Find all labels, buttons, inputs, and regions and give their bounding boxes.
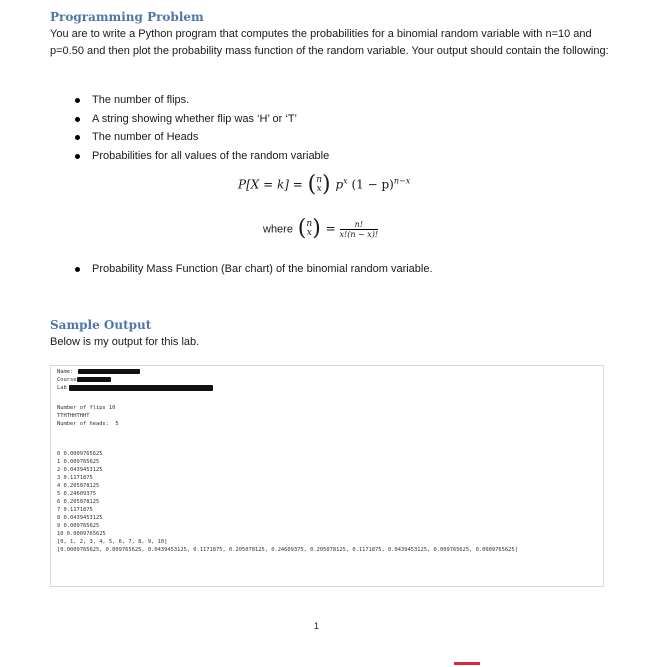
list-item-text: Probability Mass Function (Bar chart) of the binomial random variable. [92,263,433,275]
list-item-text: Probabilities for all values of the random variable [92,149,330,162]
factorial-fraction [340,220,379,239]
lab-label: Lab [57,385,67,391]
fraction-denominator: x!(n − x)! [339,229,379,239]
prob-line: 6 0.205078125 [57,499,100,505]
probabilities-list: [0.0009765625, 0.009765625, 0.0439453125, 0.1171875, 0.205078125, 0.24609375, 0.205078125, 0.1171875, 0.0439453125, 0.009765625, 0.0009765625] [57,547,518,553]
name-label: Name: [57,369,74,375]
red-marker [454,662,480,665]
prob-line: 0 0.0009765625 [57,451,103,457]
list-item [75,260,433,279]
formula-rest: (1 − p) [351,177,394,192]
bullet-icon [75,267,80,272]
prob-line: 8 0.0439453125 [57,515,103,521]
x-values-list: [0, 1, 2, 3, 4, 5, 6, 7, 8, 9, 10] [57,539,168,545]
list-item [75,128,329,147]
list-item-text: A string showing whether flip was ‘H’ or ‘T’ [92,112,298,125]
list-item-text: The number of flips. [92,94,190,106]
binomial-coefficient: (n x) [307,172,331,197]
list-item-text: The number of Heads [92,131,199,143]
prob-line: 1 0.009765625 [57,459,100,465]
heads-line: Number of heads: 5 [57,421,119,427]
prob-line: 9 0.009765625 [57,523,100,529]
console-output [50,365,604,587]
prob-line: 5 0.24609375 [57,491,96,497]
fraction-numerator: n! [340,220,379,230]
intro-paragraph: You are to write a Python program that computes the probabilities for a binomial random variable with n=10 and p=0.50 and then plot the probability mass function of the random variable. Your output should contain the following: [50,28,609,57]
list-item [75,110,329,129]
prob-line: 2 0.0439453125 [57,467,103,473]
bullet-icon [75,135,80,140]
binom-bottom: x [316,184,322,194]
redacted-course [77,377,111,382]
prob-line: 10 0.0009765625 [57,531,106,537]
bullet-icon [75,154,80,159]
bullet-icon [75,117,80,122]
bullet-icon [75,98,80,103]
course-label: Course [57,377,77,383]
binomial-definition: where (n x) = $\frac{n!}{x!(n - x)!}$ [263,216,379,241]
binom-top: n [316,175,323,185]
prob-line: 3 0.1171875 [57,475,93,481]
redacted-lab [69,385,213,391]
pmf-list [75,260,433,279]
flips-line: Number of flips 10 [57,405,116,411]
formula-exp-x: x [343,176,348,186]
binomial-formula [238,174,410,196]
formula-p: p [335,177,344,192]
requirements-list [75,91,329,165]
page-number: 1 [314,621,320,631]
formula-exp-rest: n−x [393,176,411,186]
redacted-name [78,369,140,374]
formula-lhs: P[X = k] = [238,177,303,192]
list-item [75,91,329,110]
def-binom-bottom: x [306,228,312,238]
def-binom-top: n [306,219,313,229]
sample-intro: Below is my output for this lab. [50,336,200,348]
prob-line: 4 0.205078125 [57,483,100,489]
problem-heading: Programming Problem [50,10,204,24]
sequence-line: TTHTHHTHHT [57,413,90,419]
prob-line: 7 0.1171875 [57,507,93,513]
binomial-coefficient-def: (n x) [297,216,321,241]
where-label: where [263,223,293,236]
list-item [75,147,329,166]
sample-heading: Sample Output [50,318,152,332]
